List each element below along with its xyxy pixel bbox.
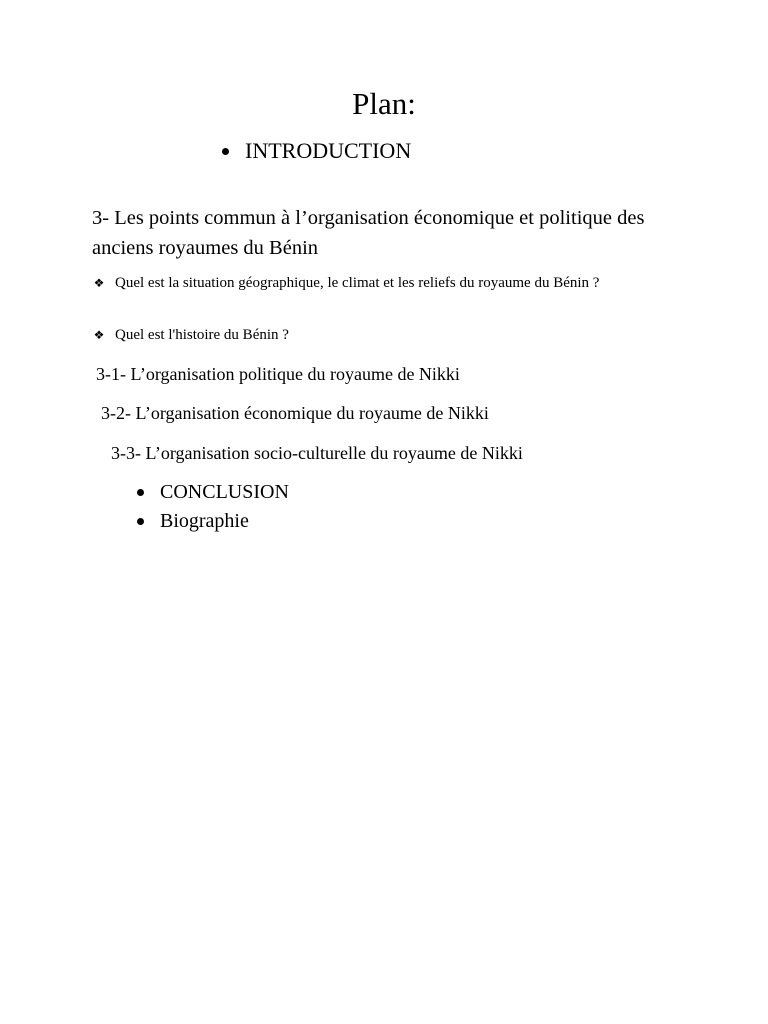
bullet-icon bbox=[137, 518, 144, 525]
subsection-3-1: 3-1- L’organisation politique du royaume de Nikki bbox=[96, 364, 460, 384]
diamond-bullet-icon: ❖ bbox=[93, 328, 105, 342]
intro-item bbox=[222, 136, 411, 166]
diamond-bullet-icon: ❖ bbox=[93, 276, 105, 290]
question-text: Quel est la situation géographique, le climat et les reliefs du royaume du Bénin ? bbox=[115, 275, 600, 291]
question-text: Quel est l'histoire du Bénin ? bbox=[115, 327, 289, 343]
page-title: Plan: bbox=[352, 86, 416, 121]
question-item bbox=[92, 271, 655, 296]
question-item bbox=[92, 323, 655, 348]
biography-item bbox=[137, 507, 249, 535]
bullet-icon bbox=[137, 489, 144, 496]
subsection-3-2: 3-2- L’organisation économique du royaume de Nikki bbox=[101, 403, 489, 423]
conclusion-item bbox=[137, 478, 289, 506]
intro-label: INTRODUCTION bbox=[245, 138, 412, 163]
conclusion-label: CONCLUSION bbox=[160, 481, 289, 503]
subsection-3-3: 3-3- L’organisation socio-culturelle du royaume de Nikki bbox=[111, 443, 523, 463]
biography-label: Biographie bbox=[160, 510, 249, 532]
section-heading: 3- Les points commun à l’organisation économique et politique des anciens royaumes du Bénin bbox=[92, 207, 645, 259]
bullet-icon bbox=[222, 148, 229, 155]
